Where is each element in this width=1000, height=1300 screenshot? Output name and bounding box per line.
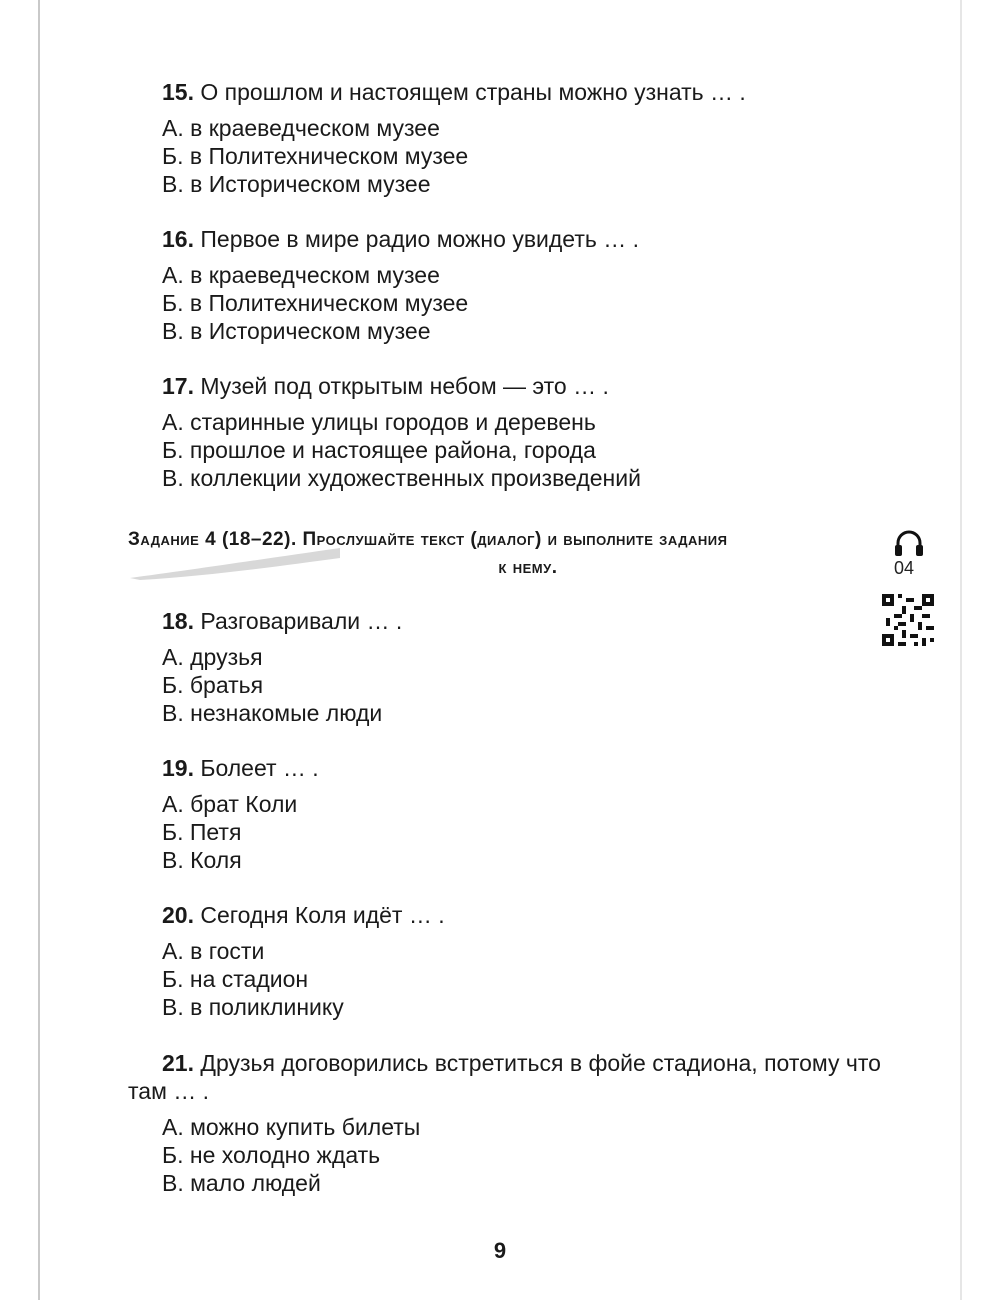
question-text: Друзья договорились встретиться в фойе стадиона, потому что там … . bbox=[128, 1050, 881, 1104]
option: А. старинные улицы городов и деревень bbox=[162, 409, 596, 435]
option: Б. на стадион bbox=[162, 966, 309, 992]
options-21 bbox=[162, 1113, 420, 1197]
question-text: Болеет … . bbox=[200, 755, 319, 781]
options-17 bbox=[162, 408, 641, 492]
question-number: 20. bbox=[162, 902, 194, 928]
question-17 bbox=[162, 372, 882, 400]
question-20 bbox=[162, 901, 882, 929]
option: В. в поликлинику bbox=[162, 994, 344, 1020]
question-15 bbox=[162, 78, 882, 106]
audio-track-number: 04 bbox=[894, 558, 915, 578]
option: А. можно купить билеты bbox=[162, 1114, 421, 1140]
question-number: 19. bbox=[162, 755, 194, 781]
option: А. в краеведческом музее bbox=[162, 115, 440, 141]
option: Б. братья bbox=[162, 672, 264, 698]
question-18 bbox=[162, 607, 882, 635]
option: В. в Историческом музее bbox=[162, 171, 431, 197]
question-text: О прошлом и настоящем страны можно узнать … . bbox=[200, 79, 746, 105]
options-15 bbox=[162, 114, 468, 198]
options-19 bbox=[162, 790, 297, 874]
task-heading-line1: Задание 4 (18–22). Прослушайте текст (диалог) и выполните задания bbox=[128, 529, 728, 550]
question-text: Музей под открытым небом — это … . bbox=[200, 373, 609, 399]
option: В. в Историческом музее bbox=[162, 318, 431, 344]
option: А. в гости bbox=[162, 938, 265, 964]
question-21 bbox=[128, 1049, 888, 1105]
headphones-icon bbox=[893, 528, 925, 558]
question-number: 21. bbox=[162, 1050, 194, 1076]
question-number: 17. bbox=[162, 373, 194, 399]
option: А. друзья bbox=[162, 644, 263, 670]
option: В. незнакомые люди bbox=[162, 700, 383, 726]
question-text: Разговаривали … . bbox=[200, 608, 403, 634]
options-16 bbox=[162, 261, 468, 345]
option: В. коллекции художественных произведений bbox=[162, 465, 641, 491]
page-number: 9 bbox=[493, 1238, 507, 1263]
option: Б. Петя bbox=[162, 819, 242, 845]
option: Б. в Политехническом музее bbox=[162, 290, 469, 316]
option: Б. не холодно ждать bbox=[162, 1142, 381, 1168]
question-19 bbox=[162, 754, 882, 782]
task-heading-line2: к нему. bbox=[498, 557, 558, 578]
option: А. брат Коли bbox=[162, 791, 298, 817]
question-16 bbox=[162, 225, 882, 253]
option: В. мало людей bbox=[162, 1170, 321, 1196]
options-18 bbox=[162, 643, 382, 727]
question-text: Первое в мире радио можно увидеть … . bbox=[200, 226, 640, 252]
page-edge-left bbox=[38, 0, 40, 1300]
question-number: 15. bbox=[162, 79, 194, 105]
qr-code-icon[interactable] bbox=[882, 594, 934, 646]
option: Б. прошлое и настоящее района, города bbox=[162, 437, 596, 463]
option: Б. в Политехническом музее bbox=[162, 143, 469, 169]
options-20 bbox=[162, 937, 344, 1021]
question-text: Сегодня Коля идёт … . bbox=[200, 902, 445, 928]
question-number: 16. bbox=[162, 226, 194, 252]
option: А. в краеведческом музее bbox=[162, 262, 440, 288]
task-heading bbox=[128, 526, 888, 582]
question-number: 18. bbox=[162, 608, 194, 634]
page-edge-right bbox=[960, 0, 962, 1300]
option: В. Коля bbox=[162, 847, 242, 873]
